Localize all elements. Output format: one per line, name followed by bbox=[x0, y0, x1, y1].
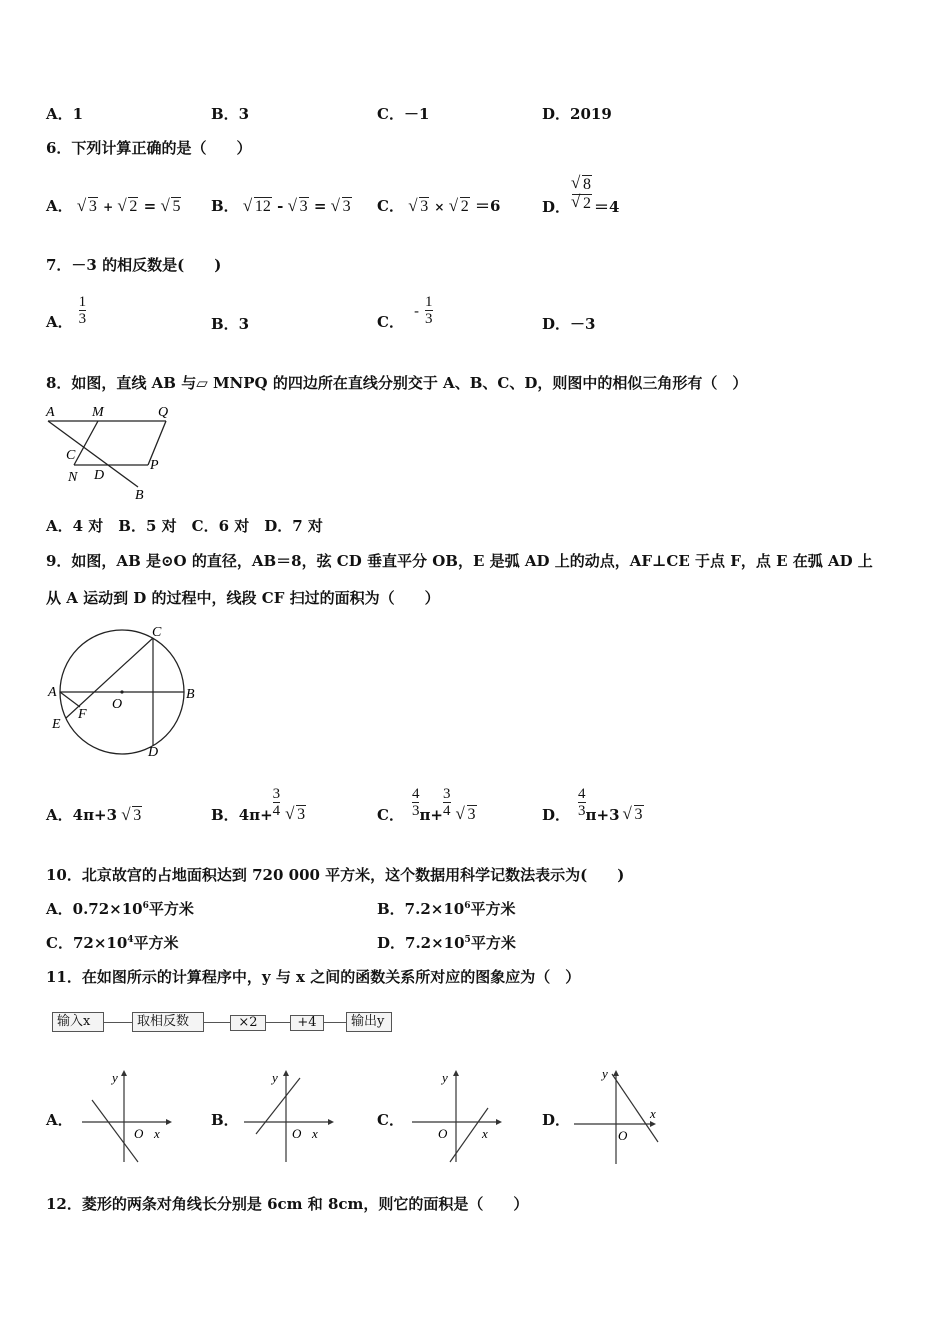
q6-option-a bbox=[46, 195, 181, 216]
q11-stem: 11．在如图所示的计算程序中，y 与 x 之间的函数关系所对应的图象应为（ ） bbox=[46, 968, 581, 986]
q9-center-dot bbox=[120, 690, 123, 693]
q10-a-post: 平方米 bbox=[148, 900, 194, 918]
q9-option-c bbox=[377, 780, 477, 825]
q7-option-b: B．3 bbox=[211, 315, 250, 333]
q9-label-o: O bbox=[112, 697, 123, 712]
q11-c-label: C． bbox=[377, 1111, 404, 1129]
q9-c-num1: 4 bbox=[411, 785, 420, 802]
q8-label-n: N bbox=[68, 470, 78, 485]
q7-option-a bbox=[46, 289, 86, 332]
q9-option-b bbox=[211, 780, 306, 825]
q9-a-text: 4π+3 bbox=[72, 806, 118, 824]
q11-c-x-label: x bbox=[482, 1126, 488, 1141]
q8-label-c: C bbox=[66, 448, 76, 463]
q9-b-num: 3 bbox=[272, 785, 281, 802]
q7-option-d: D．－3 bbox=[542, 315, 596, 333]
q8-stem: 8．如图，直线 AB 与▱ MNPQ 的四边所在直线分别交于 A、B、C、D，则图中的相似三角形有（ ） bbox=[46, 374, 748, 392]
q11-a-label: A． bbox=[46, 1111, 73, 1129]
q6-d-frac bbox=[572, 176, 592, 212]
q6-a-sqrt3 bbox=[161, 198, 181, 216]
q6-option-b bbox=[211, 195, 352, 216]
q6-c-rad1: 3 bbox=[420, 198, 429, 215]
q10-option-a bbox=[46, 898, 194, 919]
q6-c-sqrt2 bbox=[450, 198, 470, 216]
q11-b-x-arrow bbox=[328, 1119, 334, 1125]
q10-d-post: 平方米 bbox=[470, 934, 516, 952]
q10-option-c bbox=[46, 932, 179, 953]
q6-d-sqrt-den bbox=[572, 195, 592, 213]
q6-b-sqrt3 bbox=[332, 198, 352, 216]
q11-c-x-arrow bbox=[496, 1119, 502, 1125]
q9-c-den1: 3 bbox=[411, 803, 420, 819]
q7-a-num: 1 bbox=[78, 293, 87, 310]
q9-option-a bbox=[46, 804, 142, 825]
q10-a-pre: A．0.72×10 bbox=[46, 900, 143, 918]
q11-a-x-arrow bbox=[166, 1119, 172, 1125]
q9-c-rad: 3 bbox=[467, 805, 476, 823]
q9-label-f: F bbox=[78, 707, 87, 722]
q6-a-rad1: 3 bbox=[88, 198, 97, 215]
q9-line-af bbox=[60, 692, 80, 707]
q7-stem: 7．－3 的相反数是( ) bbox=[46, 256, 222, 274]
q9-c-num2: 3 bbox=[443, 785, 451, 802]
q10-a-exp: 6 bbox=[142, 901, 149, 911]
q9-c-den2: 4 bbox=[443, 803, 451, 819]
q11-a-origin: O bbox=[134, 1126, 144, 1141]
q6-b-rad2: 3 bbox=[299, 198, 308, 215]
q10-b-post: 平方米 bbox=[470, 900, 516, 918]
q7-c-label: C． bbox=[377, 313, 404, 331]
q6-option-c bbox=[377, 195, 500, 216]
q7-option-c bbox=[377, 289, 433, 332]
q6-b-label: B． bbox=[211, 197, 239, 215]
q6-b-sqrt2 bbox=[289, 198, 309, 216]
q9-b-den: 4 bbox=[272, 803, 281, 819]
q9-d-label: D． bbox=[542, 806, 571, 824]
q7-c-frac bbox=[425, 294, 433, 328]
q9-label-d: D bbox=[148, 745, 159, 760]
q11-flow-times2: ×2 bbox=[230, 1015, 266, 1031]
q10-d-exp: 5 bbox=[464, 935, 471, 945]
q11-a-y-arrow bbox=[121, 1070, 127, 1076]
q5-option-d: D．2019 bbox=[542, 105, 612, 123]
q7-c-num: 1 bbox=[425, 293, 433, 310]
q11-d-y-arrow bbox=[613, 1070, 619, 1076]
q10-option-d bbox=[377, 932, 516, 953]
q10-b-exp: 6 bbox=[464, 901, 471, 911]
q11-flow-arrow-3 bbox=[266, 1022, 290, 1023]
q5-option-a: A．1 bbox=[46, 105, 84, 123]
q11-flow-output: 输出y bbox=[346, 1012, 392, 1032]
q11-flow-negate: 取相反数 bbox=[132, 1012, 204, 1032]
q6-a-rad2: 2 bbox=[129, 198, 138, 215]
q6-d-rhs: ＝4 bbox=[594, 198, 620, 216]
q11-graph-a bbox=[78, 1064, 178, 1166]
q6-c-rhs: ＝6 bbox=[474, 197, 501, 215]
q8-label-b: B bbox=[135, 488, 144, 503]
q6-a-eq: = bbox=[143, 197, 157, 215]
q11-d-label: D． bbox=[542, 1111, 571, 1129]
q9-stem-line2: 从 A 运动到 D 的过程中，线段 CF 扫过的面积为（ ） bbox=[46, 589, 440, 607]
q10-option-b bbox=[377, 898, 516, 919]
q11-a-graph-line bbox=[92, 1100, 138, 1162]
q9-c-label: C． bbox=[377, 806, 404, 824]
q11-d-origin: O bbox=[618, 1128, 628, 1143]
q11-graph-d bbox=[570, 1062, 670, 1168]
q11-flow-input: 输入x bbox=[52, 1012, 104, 1032]
q9-figure bbox=[44, 622, 204, 762]
q11-flow-arrow-2 bbox=[204, 1022, 230, 1023]
q6-stem: 6．下列计算正确的是（ ） bbox=[46, 139, 252, 157]
q6-b-rad1: 12 bbox=[254, 198, 271, 215]
q9-b-label: B． bbox=[211, 806, 239, 824]
q9-d-num: 4 bbox=[578, 785, 586, 802]
q9-c-frac2 bbox=[443, 786, 451, 820]
q9-c-mid: π+ bbox=[419, 805, 444, 824]
q6-b-op: - bbox=[277, 197, 284, 215]
q7-c-den: 3 bbox=[425, 311, 433, 327]
q9-b-text: 4π+ bbox=[238, 805, 273, 824]
q9-c-sqrt bbox=[457, 806, 477, 824]
q11-d-x-label: x bbox=[650, 1106, 656, 1121]
q11-b-label: B． bbox=[211, 1111, 239, 1129]
q9-a-label: A． bbox=[46, 806, 73, 824]
q6-a-rad3: 5 bbox=[172, 198, 181, 215]
q9-b-sqrt bbox=[286, 806, 306, 824]
q11-a-y-label: y bbox=[112, 1070, 118, 1085]
q11-flowchart bbox=[52, 1012, 397, 1036]
q11-b-y-arrow bbox=[283, 1070, 289, 1076]
q12-stem: 12．菱形的两条对角线长分别是 6cm 和 8cm，则它的面积是（ ） bbox=[46, 1195, 529, 1213]
q8-label-p: P bbox=[150, 458, 159, 473]
q10-c-exp: 4 bbox=[127, 935, 134, 945]
q8-label-d: D bbox=[94, 468, 105, 483]
q7-c-sign: - bbox=[413, 301, 420, 320]
q11-c-y-label: y bbox=[442, 1070, 448, 1085]
q6-a-sqrt1 bbox=[78, 198, 98, 216]
q6-c-label: C． bbox=[377, 197, 404, 215]
q6-b-rad3: 3 bbox=[342, 198, 351, 215]
q11-d-x-arrow bbox=[650, 1121, 656, 1127]
q6-d-label: D． bbox=[542, 198, 571, 216]
q11-graph-c bbox=[408, 1064, 508, 1166]
q6-b-sqrt1 bbox=[244, 198, 272, 216]
q11-a-x-label: x bbox=[154, 1126, 160, 1141]
q9-c-frac1 bbox=[412, 786, 420, 820]
q11-flow-arrow-4 bbox=[324, 1022, 346, 1023]
q9-label-b: B bbox=[186, 687, 195, 702]
q10-c-pre: C．72×10 bbox=[46, 934, 128, 952]
q9-d-den: 3 bbox=[578, 803, 586, 819]
q8-label-q: Q bbox=[158, 405, 169, 420]
q6-c-rad2: 2 bbox=[460, 198, 469, 215]
q11-c-y-arrow bbox=[453, 1070, 459, 1076]
q5-option-c: C．－1 bbox=[377, 105, 430, 123]
q9-b-frac bbox=[273, 786, 281, 820]
q7-a-frac bbox=[79, 294, 87, 328]
q9-b-rad: 3 bbox=[297, 805, 306, 823]
q11-graph-b bbox=[240, 1064, 340, 1166]
q8-label-m: M bbox=[92, 405, 104, 420]
q5-option-b: B．3 bbox=[211, 105, 250, 123]
q6-c-op: × bbox=[434, 200, 445, 214]
q8-figure bbox=[44, 401, 174, 503]
q9-stem-line1: 9．如图，AB 是⊙O 的直径，AB＝8，弦 CD 垂直平分 OB，E 是弧 AD 上的动点，AF⊥CE 于点 F，点 E 在弧 AD 上 bbox=[46, 552, 873, 570]
q6-c-sqrt1 bbox=[409, 198, 429, 216]
q10-d-pre: D．7.2×10 bbox=[377, 934, 465, 952]
q10-c-post: 平方米 bbox=[133, 934, 179, 952]
q6-option-d bbox=[542, 172, 619, 217]
q9-d-rad: 3 bbox=[634, 805, 643, 823]
q9-option-d bbox=[542, 780, 644, 825]
q6-a-sqrt2 bbox=[118, 198, 138, 216]
q6-a-label: A． bbox=[46, 197, 73, 215]
q9-d-frac bbox=[578, 786, 586, 820]
q11-b-x-label: x bbox=[312, 1126, 318, 1141]
q10-stem: 10．北京故宫的占地面积达到 720 000 平方米，这个数据用科学记数法表示为( ) bbox=[46, 866, 625, 884]
q9-d-mid: π+3 bbox=[585, 805, 620, 824]
q9-a-sqrt bbox=[122, 807, 142, 825]
q11-b-y-label: y bbox=[272, 1070, 278, 1085]
q9-label-a: A bbox=[48, 685, 57, 700]
q6-d-num: 8 bbox=[583, 176, 592, 194]
q11-c-origin: O bbox=[438, 1126, 448, 1141]
q8-options: A．4 对 B．5 对 C．6 对 D．7 对 bbox=[46, 517, 323, 535]
q6-a-op: + bbox=[103, 200, 114, 214]
q11-d-y-label: y bbox=[602, 1066, 608, 1081]
q11-b-origin: O bbox=[292, 1126, 302, 1141]
q10-b-pre: B．7.2×10 bbox=[377, 900, 465, 918]
q7-a-den: 3 bbox=[78, 311, 87, 327]
q7-a-label: A． bbox=[46, 313, 73, 331]
q9-label-e: E bbox=[52, 717, 61, 732]
q6-d-den: 2 bbox=[583, 195, 592, 212]
q9-d-sqrt bbox=[624, 806, 644, 824]
q9-a-rad: 3 bbox=[133, 807, 142, 824]
q6-b-eq: = bbox=[313, 197, 327, 215]
q8-label-a: A bbox=[46, 405, 55, 420]
q11-flow-plus4: +4 bbox=[290, 1015, 324, 1031]
q9-label-c: C bbox=[152, 625, 162, 640]
